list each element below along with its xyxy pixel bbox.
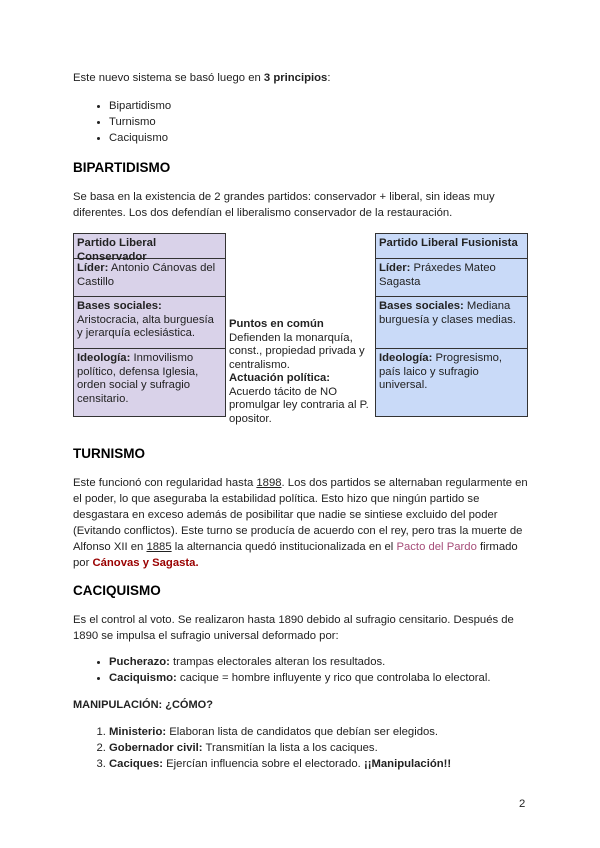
label: Pucherazo: xyxy=(109,656,170,668)
firmantes: Cánovas y Sagasta. xyxy=(92,557,199,569)
year-1898: 1898 xyxy=(256,477,282,489)
label: Ministerio: xyxy=(109,726,167,738)
value: Ejercían influencia sobre el electorado. xyxy=(163,758,364,770)
value: cacique = hombre influyente y rico que controlaba lo electoral. xyxy=(176,672,491,684)
turnismo-paragraph xyxy=(73,475,531,571)
caciquismo-list xyxy=(73,654,490,686)
intro-bold: 3 principios xyxy=(263,72,328,84)
conservador-title: Partido Liberal Conservador xyxy=(77,237,157,263)
pacto-del-pardo: Pacto del Pardo xyxy=(396,541,477,553)
label: Caciquismo: xyxy=(109,672,177,684)
text: Este funcionó con regularidad hasta xyxy=(73,477,257,489)
heading-manipulacion: MANIPULACIÓN: ¿CÓMO? xyxy=(73,699,213,711)
page-number: 2 xyxy=(519,798,526,810)
comun-text: Defienden la monarquía, const., propiedad privada y centralismo. xyxy=(229,331,365,371)
text: . Los dos partidos se alternaban regularmente en el poder, lo que aseguraba la estabilidad política. Esto hizo que ningún partido se desgastara en exceso además de posibilitar que nadie se sintiese excluido del poder (Evitando conflictos). Este turno se producía de acuerdo con el rey, pero tras la muerte de Alfonso XII en xyxy=(73,477,528,553)
fusionista-bases-cell xyxy=(376,296,527,348)
conservador-ideologia-cell xyxy=(74,348,225,416)
value: trampas electorales alteran los resultados. xyxy=(169,656,386,668)
bipartidismo-paragraph: Se basa en la existencia de 2 grandes partidos: conservador + liberal, sin ideas muy diferentes. Los dos defendían el liberalismo conservador de la restauración. xyxy=(73,191,495,219)
heading-bipartidismo: BIPARTIDISMO xyxy=(73,160,171,175)
list-item xyxy=(109,756,451,772)
list-item: • Caciquismo xyxy=(109,130,171,146)
manipulacion-list xyxy=(73,724,451,772)
label: Ideología: xyxy=(77,352,131,364)
value: Progresismo, país laico y sufragio universal. xyxy=(379,352,503,391)
value: Transmitían la lista a los caciques. xyxy=(202,742,378,754)
conservador-table xyxy=(73,233,226,417)
heading-caciquismo: CACIQUISMO xyxy=(73,583,161,598)
value: Práxedes Mateo Sagasta xyxy=(379,262,496,288)
principles-list xyxy=(73,98,171,146)
caciquismo-paragraph: Es el control al voto. Se realizaron hasta 1890 debido al sufragio censitario. Después de 1890 se impulsa el sufragio universal deformado por: xyxy=(73,614,514,642)
intro-text: Este nuevo sistema se basó luego en xyxy=(73,72,264,84)
value: Antonio Cánovas del Castillo xyxy=(77,262,216,288)
value: Aristocracia, alta burguesía y jerarquía eclesiástica. xyxy=(77,313,214,339)
fusionista-table xyxy=(375,233,528,417)
label: Líder: xyxy=(379,262,411,274)
year-1885: 1885 xyxy=(146,541,172,553)
label: Gobernador civil: xyxy=(109,742,203,754)
label: Actuación política: xyxy=(229,372,331,384)
value: Acuerdo tácito de NO promulgar ley contraria al P. opositor. xyxy=(229,385,369,425)
value: Mediana burguesía y clases medias. xyxy=(379,300,516,326)
conservador-title-cell xyxy=(74,234,225,263)
puntos-comun xyxy=(229,318,371,426)
list-item xyxy=(109,724,451,740)
fusionista-ideologia-cell xyxy=(376,348,527,416)
fusionista-title-cell xyxy=(376,234,527,258)
intro-paragraph xyxy=(73,70,330,86)
list-item: • Bipartidismo xyxy=(109,98,171,114)
emphasis: ¡¡Manipulación!! xyxy=(363,758,452,770)
fusionista-lider-cell xyxy=(376,258,527,296)
text: la alternancia quedó institucionalizada en el xyxy=(171,541,397,553)
conservador-lider-cell xyxy=(74,258,225,296)
value: Inmovilismo político, defensa Iglesia, orden social y sufragio censitario. xyxy=(77,352,199,405)
conservador-bases-cell xyxy=(74,296,225,348)
label: Líder: xyxy=(77,262,109,274)
fusionista-title: Partido Liberal Fusionista xyxy=(379,237,518,249)
label: Ideología: xyxy=(379,352,433,364)
list-item xyxy=(109,670,490,686)
label: Caciques: xyxy=(109,758,163,770)
comun-title: Puntos en común xyxy=(229,318,324,330)
label: Bases sociales: xyxy=(77,300,162,312)
list-item xyxy=(109,654,490,670)
text: firmado por xyxy=(73,541,518,569)
intro-end: : xyxy=(327,72,331,84)
list-item xyxy=(109,740,451,756)
list-item: • Turnismo xyxy=(109,114,171,130)
value: Elaboran lista de candidatos que debían ser elegidos. xyxy=(166,726,439,738)
heading-turnismo: TURNISMO xyxy=(73,446,145,461)
label: Bases sociales: xyxy=(379,300,464,312)
